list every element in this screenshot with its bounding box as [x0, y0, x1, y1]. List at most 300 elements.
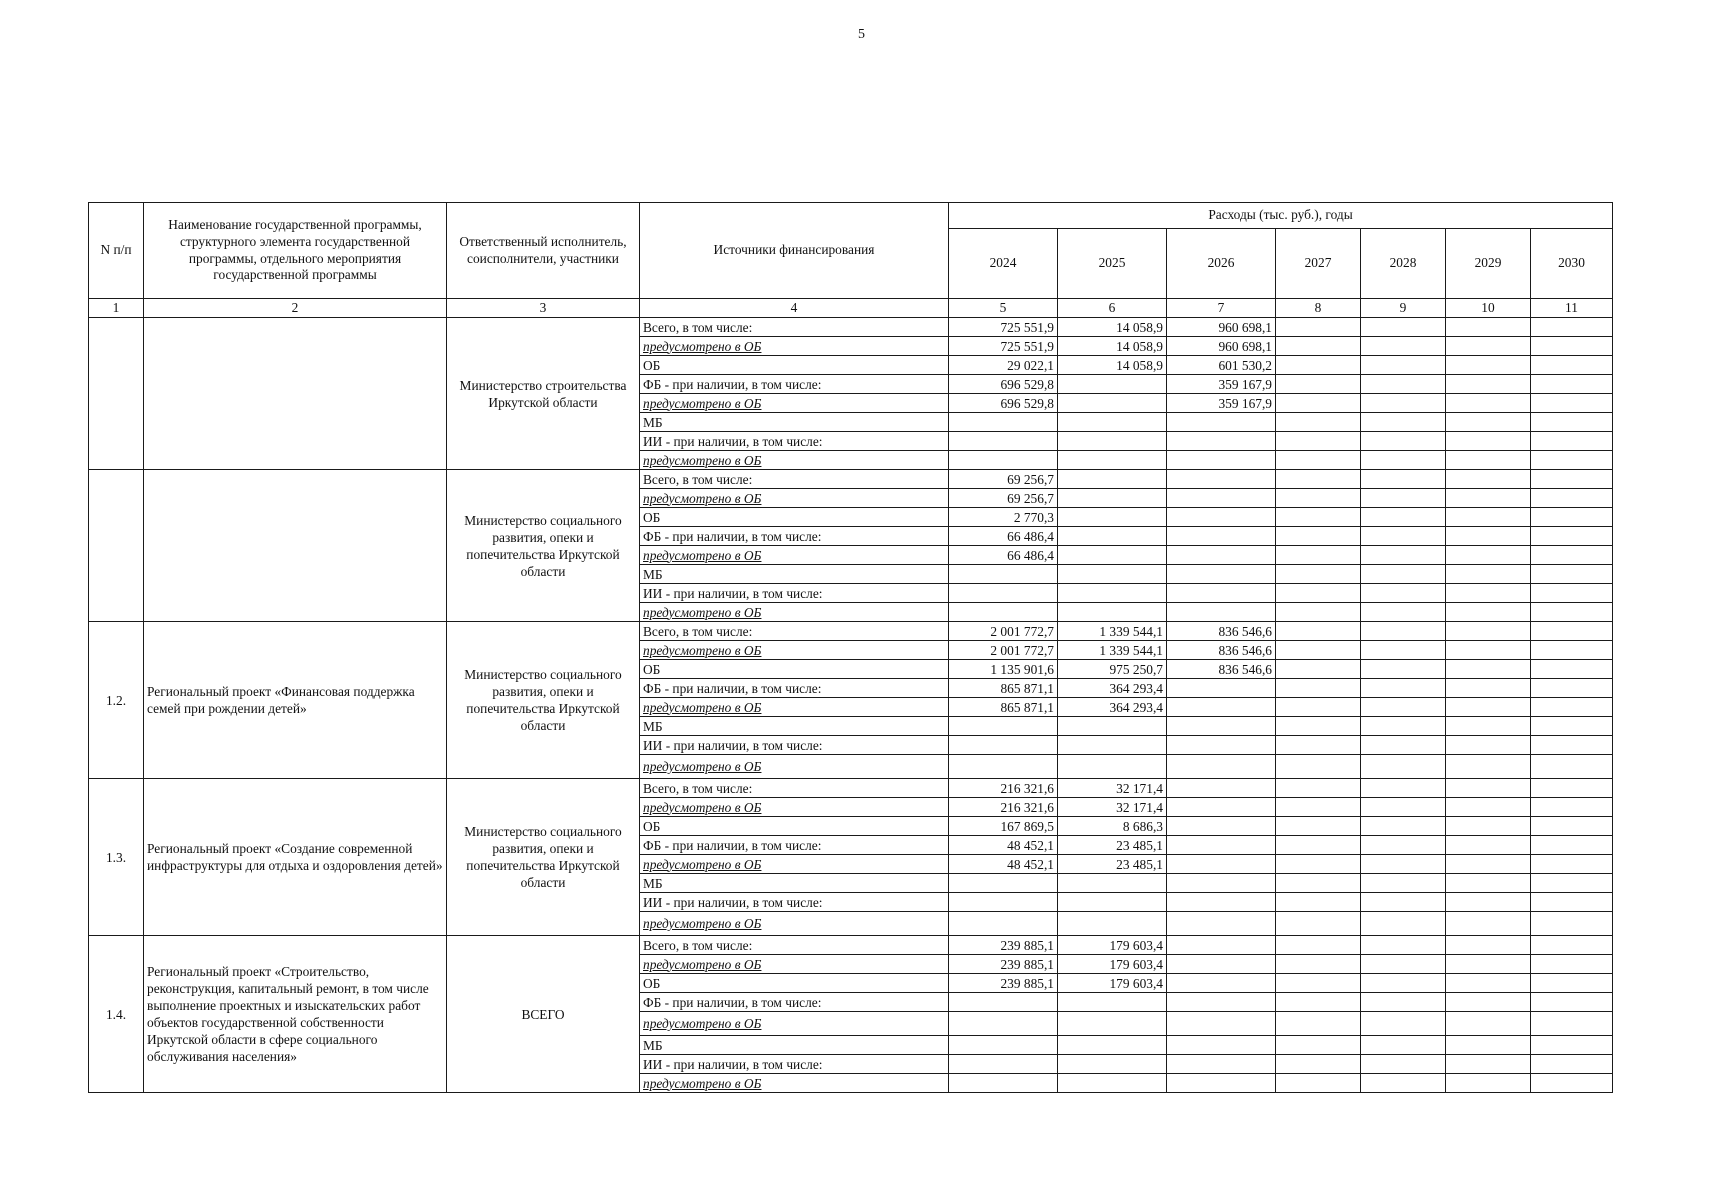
amount-cell	[1058, 470, 1167, 489]
amount-cell: 239 885,1	[949, 974, 1058, 993]
column-index: 10	[1446, 299, 1531, 318]
table-row	[89, 470, 1613, 489]
amount-cell: 2 001 772,7	[949, 641, 1058, 660]
amount-cell: 23 485,1	[1058, 836, 1167, 855]
amount-cell	[1276, 432, 1361, 451]
amount-cell: 2 770,3	[949, 508, 1058, 527]
amount-cell	[1276, 641, 1361, 660]
header-npp: N п/п	[89, 203, 144, 299]
amount-cell	[1531, 546, 1613, 565]
amount-cell	[1446, 755, 1531, 779]
amount-cell	[1531, 874, 1613, 893]
amount-cell: 696 529,8	[949, 375, 1058, 394]
amount-cell: 167 869,5	[949, 817, 1058, 836]
funding-source: предусмотрено в ОБ	[640, 798, 949, 817]
amount-cell	[1531, 755, 1613, 779]
amount-cell: 836 546,6	[1167, 660, 1276, 679]
amount-cell	[1531, 855, 1613, 874]
amount-cell	[1531, 798, 1613, 817]
amount-cell	[1531, 603, 1613, 622]
amount-cell	[1276, 755, 1361, 779]
table-row	[89, 779, 1613, 798]
column-index: 8	[1276, 299, 1361, 318]
program-name: Региональный проект «Строительство, реконструкция, капитальный ремонт, в том числе выполнение проектных и изыскательских работ объектов государственной собственности Иркутской области в сфере социального обслуживания населения»	[144, 936, 447, 1093]
amount-cell	[1276, 993, 1361, 1012]
amount-cell	[1446, 817, 1531, 836]
amount-cell	[949, 874, 1058, 893]
amount-cell	[1531, 622, 1613, 641]
amount-cell	[1058, 993, 1167, 1012]
amount-cell	[1276, 855, 1361, 874]
column-index: 11	[1531, 299, 1613, 318]
column-index: 2	[144, 299, 447, 318]
amount-cell	[1531, 779, 1613, 798]
program-name: Региональный проект «Финансовая поддержка семей при рождении детей»	[144, 622, 447, 779]
amount-cell: 865 871,1	[949, 698, 1058, 717]
amount-cell	[1361, 974, 1446, 993]
amount-cell	[1531, 679, 1613, 698]
amount-cell: 836 546,6	[1167, 641, 1276, 660]
funding-source: предусмотрено в ОБ	[640, 603, 949, 622]
amount-cell	[1446, 912, 1531, 936]
amount-cell	[1058, 874, 1167, 893]
amount-cell	[1361, 1036, 1446, 1055]
amount-cell	[1276, 779, 1361, 798]
amount-cell	[1446, 546, 1531, 565]
table-body	[89, 203, 1613, 1093]
amount-cell	[949, 565, 1058, 584]
amount-cell	[949, 755, 1058, 779]
amount-cell	[1276, 1036, 1361, 1055]
amount-cell	[1531, 993, 1613, 1012]
amount-cell	[1276, 1055, 1361, 1074]
amount-cell	[1361, 356, 1446, 375]
amount-cell	[1058, 508, 1167, 527]
amount-cell	[1361, 936, 1446, 955]
amount-cell	[1361, 451, 1446, 470]
amount-cell	[1446, 432, 1531, 451]
amount-cell	[1446, 527, 1531, 546]
amount-cell	[1531, 394, 1613, 413]
amount-cell	[1446, 736, 1531, 755]
amount-cell: 725 551,9	[949, 337, 1058, 356]
amount-cell	[1058, 736, 1167, 755]
funding-source: Всего, в том числе:	[640, 936, 949, 955]
column-index: 9	[1361, 299, 1446, 318]
funding-source: предусмотрено в ОБ	[640, 489, 949, 508]
amount-cell	[1167, 836, 1276, 855]
funding-source: предусмотрено в ОБ	[640, 337, 949, 356]
amount-cell	[1058, 394, 1167, 413]
amount-cell	[1167, 798, 1276, 817]
amount-cell	[1361, 584, 1446, 603]
amount-cell: 975 250,7	[1058, 660, 1167, 679]
funding-source: МБ	[640, 413, 949, 432]
amount-cell	[1531, 413, 1613, 432]
funding-source: ИИ - при наличии, в том числе:	[640, 736, 949, 755]
amount-cell	[1361, 546, 1446, 565]
amount-cell	[1531, 432, 1613, 451]
amount-cell	[949, 413, 1058, 432]
amount-cell	[1361, 874, 1446, 893]
amount-cell	[1361, 817, 1446, 836]
amount-cell	[1276, 375, 1361, 394]
funding-source: Всего, в том числе:	[640, 779, 949, 798]
amount-cell	[1361, 375, 1446, 394]
amount-cell	[1167, 855, 1276, 874]
amount-cell	[949, 1055, 1058, 1074]
column-index: 4	[640, 299, 949, 318]
amount-cell	[1361, 1074, 1446, 1093]
amount-cell: 725 551,9	[949, 318, 1058, 337]
amount-cell	[1446, 698, 1531, 717]
amount-cell	[949, 912, 1058, 936]
amount-cell	[1276, 912, 1361, 936]
amount-cell	[949, 893, 1058, 912]
amount-cell	[1446, 337, 1531, 356]
amount-cell: 179 603,4	[1058, 936, 1167, 955]
amount-cell	[1361, 508, 1446, 527]
amount-cell	[1276, 451, 1361, 470]
column-index: 7	[1167, 299, 1276, 318]
amount-cell: 14 058,9	[1058, 356, 1167, 375]
amount-cell	[1446, 508, 1531, 527]
amount-cell	[1058, 912, 1167, 936]
row-number: 1.3.	[89, 779, 144, 936]
amount-cell: 1 339 544,1	[1058, 641, 1167, 660]
amount-cell	[1361, 698, 1446, 717]
amount-cell	[949, 993, 1058, 1012]
amount-cell	[1167, 432, 1276, 451]
amount-cell	[1446, 470, 1531, 489]
amount-cell: 1 339 544,1	[1058, 622, 1167, 641]
amount-cell	[1446, 893, 1531, 912]
amount-cell: 216 321,6	[949, 798, 1058, 817]
executor: Министерство социального развития, опеки и попечительства Иркутской области	[447, 779, 640, 936]
amount-cell: 29 022,1	[949, 356, 1058, 375]
amount-cell	[1361, 912, 1446, 936]
amount-cell	[1446, 1012, 1531, 1036]
amount-cell	[1167, 936, 1276, 955]
amount-cell	[1276, 584, 1361, 603]
amount-cell	[1361, 955, 1446, 974]
amount-cell: 32 171,4	[1058, 779, 1167, 798]
amount-cell	[1276, 874, 1361, 893]
header-row-1	[89, 203, 1613, 229]
funding-source: предусмотрено в ОБ	[640, 855, 949, 874]
amount-cell	[1361, 855, 1446, 874]
amount-cell	[1058, 527, 1167, 546]
page-number: 5	[858, 27, 865, 42]
amount-cell: 216 321,6	[949, 779, 1058, 798]
amount-cell	[1361, 1055, 1446, 1074]
header-year: 2030	[1531, 229, 1613, 299]
funding-source: ИИ - при наличии, в том числе:	[640, 1055, 949, 1074]
amount-cell	[1361, 679, 1446, 698]
amount-cell	[1167, 893, 1276, 912]
amount-cell	[1361, 755, 1446, 779]
amount-cell	[1167, 1074, 1276, 1093]
amount-cell: 66 486,4	[949, 527, 1058, 546]
amount-cell	[1531, 356, 1613, 375]
amount-cell	[1058, 584, 1167, 603]
amount-cell	[1361, 413, 1446, 432]
funding-source: ФБ - при наличии, в том числе:	[640, 375, 949, 394]
amount-cell	[1446, 394, 1531, 413]
amount-cell: 359 167,9	[1167, 375, 1276, 394]
amount-cell	[1531, 489, 1613, 508]
amount-cell	[949, 603, 1058, 622]
amount-cell	[1446, 836, 1531, 855]
amount-cell	[1167, 736, 1276, 755]
amount-cell	[1276, 717, 1361, 736]
amount-cell	[1361, 836, 1446, 855]
amount-cell	[1531, 660, 1613, 679]
amount-cell	[1167, 1012, 1276, 1036]
amount-cell	[1167, 698, 1276, 717]
amount-cell	[1446, 584, 1531, 603]
amount-cell: 66 486,4	[949, 546, 1058, 565]
funding-source: ИИ - при наличии, в том числе:	[640, 584, 949, 603]
amount-cell	[1276, 1012, 1361, 1036]
amount-cell	[1531, 817, 1613, 836]
amount-cell	[1531, 1055, 1613, 1074]
funding-source: МБ	[640, 717, 949, 736]
row-number	[89, 318, 144, 470]
header-year: 2027	[1276, 229, 1361, 299]
amount-cell	[1058, 603, 1167, 622]
amount-cell: 1 135 901,6	[949, 660, 1058, 679]
amount-cell	[1531, 1036, 1613, 1055]
amount-cell	[949, 1036, 1058, 1055]
amount-cell: 179 603,4	[1058, 955, 1167, 974]
amount-cell: 865 871,1	[949, 679, 1058, 698]
header-year: 2024	[949, 229, 1058, 299]
amount-cell: 48 452,1	[949, 855, 1058, 874]
amount-cell	[1531, 584, 1613, 603]
amount-cell: 8 686,3	[1058, 817, 1167, 836]
funding-source: ИИ - при наличии, в том числе:	[640, 432, 949, 451]
row-number: 1.2.	[89, 622, 144, 779]
amount-cell	[1446, 641, 1531, 660]
column-index: 6	[1058, 299, 1167, 318]
amount-cell	[1276, 622, 1361, 641]
funding-source: предусмотрено в ОБ	[640, 698, 949, 717]
amount-cell	[1446, 679, 1531, 698]
amount-cell: 14 058,9	[1058, 337, 1167, 356]
amount-cell	[1531, 451, 1613, 470]
amount-cell	[949, 1074, 1058, 1093]
column-index: 1	[89, 299, 144, 318]
amount-cell	[1361, 337, 1446, 356]
amount-cell: 239 885,1	[949, 936, 1058, 955]
amount-cell	[1058, 1012, 1167, 1036]
amount-cell	[1361, 736, 1446, 755]
amount-cell	[1058, 893, 1167, 912]
amount-cell	[1167, 955, 1276, 974]
amount-cell	[1276, 470, 1361, 489]
amount-cell	[1058, 1036, 1167, 1055]
amount-cell	[1276, 660, 1361, 679]
amount-cell	[1167, 565, 1276, 584]
amount-cell: 69 256,7	[949, 470, 1058, 489]
amount-cell	[1276, 508, 1361, 527]
amount-cell	[1531, 698, 1613, 717]
amount-cell	[1531, 893, 1613, 912]
column-index: 3	[447, 299, 640, 318]
executor: ВСЕГО	[447, 936, 640, 1093]
funding-source: МБ	[640, 565, 949, 584]
funding-source: предусмотрено в ОБ	[640, 641, 949, 660]
amount-cell	[1167, 584, 1276, 603]
amount-cell	[1446, 717, 1531, 736]
amount-cell	[1276, 356, 1361, 375]
amount-cell	[1167, 603, 1276, 622]
amount-cell: 836 546,6	[1167, 622, 1276, 641]
amount-cell	[1167, 993, 1276, 1012]
amount-cell	[1276, 527, 1361, 546]
amount-cell	[1276, 798, 1361, 817]
amount-cell	[1167, 508, 1276, 527]
amount-cell	[1446, 1036, 1531, 1055]
amount-cell	[1276, 736, 1361, 755]
amount-cell	[1446, 451, 1531, 470]
amount-cell	[1058, 717, 1167, 736]
amount-cell	[1276, 1074, 1361, 1093]
amount-cell	[1446, 413, 1531, 432]
amount-cell	[1276, 546, 1361, 565]
header-executor: Ответственный исполнитель, соисполнители, участники	[447, 203, 640, 299]
funding-source: ФБ - при наличии, в том числе:	[640, 993, 949, 1012]
funding-source: МБ	[640, 1036, 949, 1055]
amount-cell	[1531, 936, 1613, 955]
amount-cell	[1058, 1055, 1167, 1074]
amount-cell	[1361, 717, 1446, 736]
amount-cell	[1058, 755, 1167, 779]
amount-cell	[1167, 912, 1276, 936]
amount-cell	[1167, 755, 1276, 779]
table-row	[89, 622, 1613, 641]
executor: Министерство социального развития, опеки и попечительства Иркутской области	[447, 470, 640, 622]
amount-cell	[1276, 955, 1361, 974]
amount-cell	[1361, 641, 1446, 660]
amount-cell	[1167, 717, 1276, 736]
funding-source: Всего, в том числе:	[640, 318, 949, 337]
header-year: 2026	[1167, 229, 1276, 299]
amount-cell	[1058, 375, 1167, 394]
amount-cell	[1446, 489, 1531, 508]
funding-source: ФБ - при наличии, в том числе:	[640, 679, 949, 698]
funding-source: ФБ - при наличии, в том числе:	[640, 836, 949, 855]
amount-cell	[1531, 912, 1613, 936]
funding-source: МБ	[640, 874, 949, 893]
amount-cell	[1446, 565, 1531, 584]
amount-cell	[1276, 489, 1361, 508]
amount-cell	[1058, 413, 1167, 432]
amount-cell	[1167, 413, 1276, 432]
amount-cell	[1058, 546, 1167, 565]
amount-cell	[949, 1012, 1058, 1036]
header-name: Наименование государственной программы, структурного элемента государственной программы, отдельного мероприятия государственной программы	[144, 203, 447, 299]
amount-cell	[1167, 779, 1276, 798]
amount-cell: 179 603,4	[1058, 974, 1167, 993]
amount-cell	[1167, 527, 1276, 546]
amount-cell	[1446, 936, 1531, 955]
funding-source: предусмотрено в ОБ	[640, 755, 949, 779]
executor: Министерство социального развития, опеки и попечительства Иркутской области	[447, 622, 640, 779]
table-row	[89, 318, 1613, 337]
amount-cell: 696 529,8	[949, 394, 1058, 413]
amount-cell	[1361, 603, 1446, 622]
amount-cell	[1276, 817, 1361, 836]
funding-source: ОБ	[640, 660, 949, 679]
amount-cell	[1167, 546, 1276, 565]
amount-cell	[1276, 337, 1361, 356]
row-number	[89, 470, 144, 622]
amount-cell	[1446, 1055, 1531, 1074]
amount-cell	[1531, 565, 1613, 584]
amount-cell	[1058, 432, 1167, 451]
amount-cell	[949, 451, 1058, 470]
amount-cell	[1531, 641, 1613, 660]
amount-cell	[1531, 1074, 1613, 1093]
amount-cell	[1361, 779, 1446, 798]
amount-cell	[1361, 527, 1446, 546]
amount-cell	[1361, 893, 1446, 912]
amount-cell	[1361, 489, 1446, 508]
amount-cell	[1167, 974, 1276, 993]
amount-cell: 69 256,7	[949, 489, 1058, 508]
amount-cell	[1276, 679, 1361, 698]
funding-source: предусмотрено в ОБ	[640, 912, 949, 936]
amount-cell	[949, 717, 1058, 736]
amount-cell	[1446, 603, 1531, 622]
amount-cell	[1531, 527, 1613, 546]
amount-cell	[1167, 679, 1276, 698]
funding-source: предусмотрено в ОБ	[640, 546, 949, 565]
funding-source: ОБ	[640, 356, 949, 375]
amount-cell: 364 293,4	[1058, 698, 1167, 717]
header-year: 2025	[1058, 229, 1167, 299]
funding-source: ФБ - при наличии, в том числе:	[640, 527, 949, 546]
amount-cell	[1361, 470, 1446, 489]
amount-cell	[1276, 394, 1361, 413]
amount-cell: 960 698,1	[1167, 318, 1276, 337]
amount-cell	[1276, 936, 1361, 955]
amount-cell	[1446, 622, 1531, 641]
program-name	[144, 470, 447, 622]
amount-cell	[949, 584, 1058, 603]
amount-cell: 14 058,9	[1058, 318, 1167, 337]
amount-cell	[1531, 337, 1613, 356]
amount-cell	[1167, 1055, 1276, 1074]
amount-cell	[1531, 955, 1613, 974]
funding-source: ОБ	[640, 508, 949, 527]
amount-cell	[1361, 660, 1446, 679]
amount-cell	[1058, 565, 1167, 584]
amount-cell	[1058, 489, 1167, 508]
funding-source: Всего, в том числе:	[640, 470, 949, 489]
column-index: 5	[949, 299, 1058, 318]
amount-cell	[1276, 974, 1361, 993]
amount-cell	[1446, 874, 1531, 893]
amount-cell: 359 167,9	[1167, 394, 1276, 413]
amount-cell: 960 698,1	[1167, 337, 1276, 356]
amount-cell	[1276, 698, 1361, 717]
amount-cell: 364 293,4	[1058, 679, 1167, 698]
amount-cell	[1361, 394, 1446, 413]
amount-cell	[1446, 356, 1531, 375]
